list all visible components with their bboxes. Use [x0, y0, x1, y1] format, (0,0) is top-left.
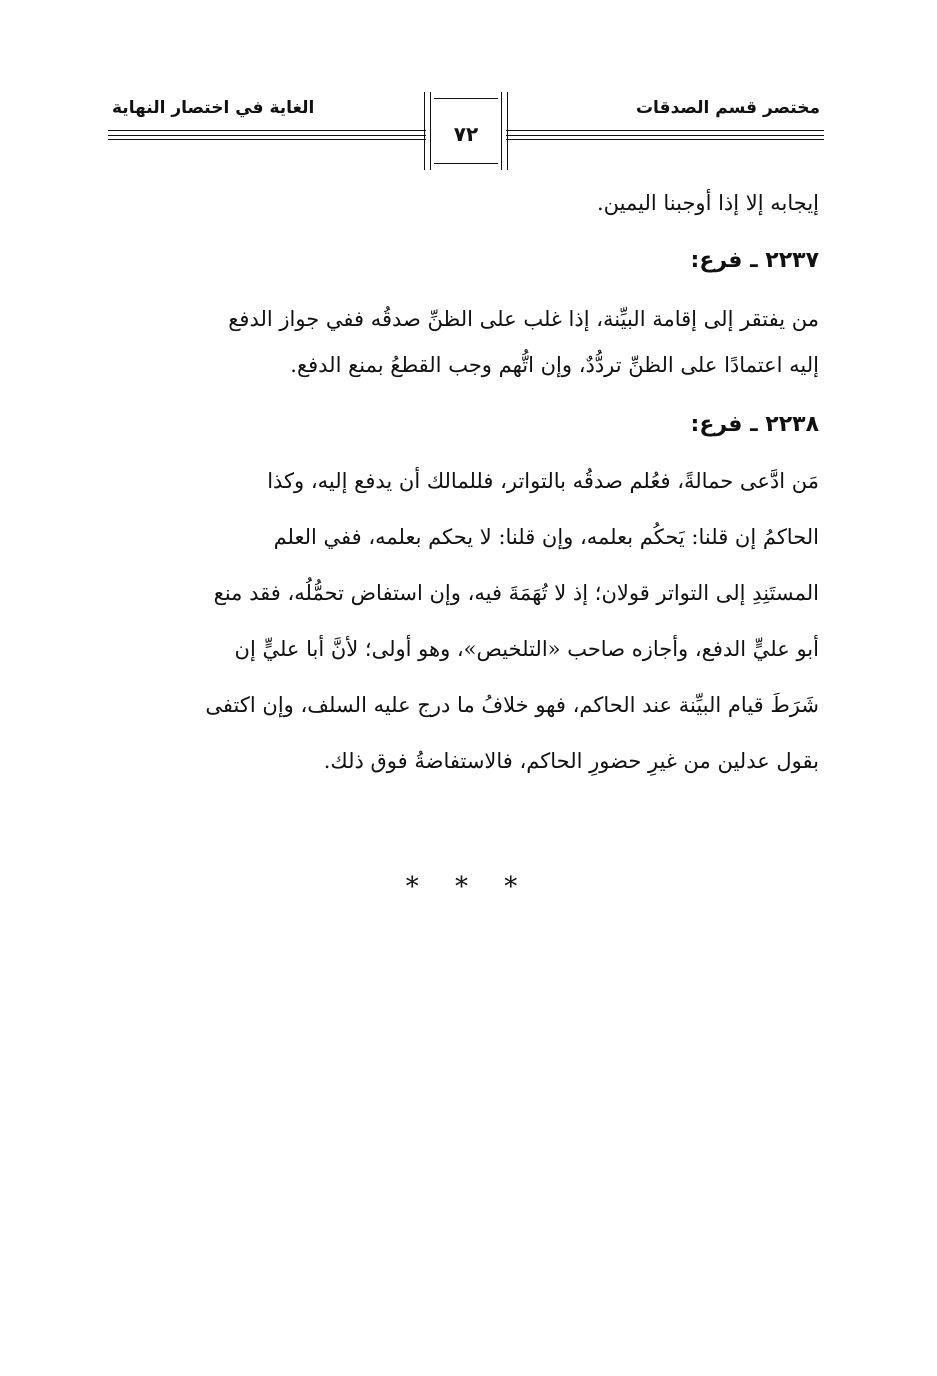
paragraph-line: من يفتقر إلى إقامة البيِّنة، إذا غلب على الظنِّ صدقُه ففي جواز الدفع: [228, 307, 819, 331]
paragraph-line: بقول عدلين من غيرِ حضورِ الحاكم، فالاستفاضةُ فوق ذلك.: [323, 749, 819, 773]
section-heading-2238: ٢٢٣٨ ـ فرع:: [690, 412, 819, 437]
continuation-line: إيجابه إلا إذا أوجبنا اليمين.: [596, 191, 819, 215]
paragraph-line: إليه اعتمادًا على الظنِّ تردُّدٌ، وإن اتُّهم وجب القطعُ بمنع الدفع.: [290, 353, 819, 377]
header-rule-right-bottom: [506, 139, 824, 140]
paragraph-line: الحاكمُ إن قلنا: يَحكُم بعلمه، وإن قلنا: لا يحكم بعلمه، ففي العلم: [273, 525, 819, 549]
section-separator-asterisks: * * *: [405, 872, 532, 902]
paragraph-line: أبو عليٍّ الدفع، وأجازه صاحب «التلخيص»، وهو أولى؛ لأنَّ أبا عليٍّ إن: [234, 637, 819, 661]
running-header: [108, 92, 824, 172]
paragraph-line: شَرَطَ قيام البيِّنة عند الحاكم، فهو خلافُ ما درج عليه السلف، وإن اكتفى: [205, 693, 819, 717]
header-book-title: الغاية في اختصار النهاية: [112, 98, 315, 118]
header-rule-left-bottom: [108, 139, 426, 140]
paragraph-line: المستَنِدِ إلى التواتر قولان؛ إذ لا تُهَمَةَ فيه، وإن استفاض تحمُّلُه، فقد منع: [213, 581, 819, 605]
header-chapter-title: مختصر قسم الصدقات: [635, 98, 820, 118]
page-box-top-line: [434, 98, 498, 99]
paragraph-line: مَن ادَّعى حمالةً، فعُلم صدقُه بالتواتر، فللمالك أن يدفع إليه، وكذا: [267, 469, 819, 493]
header-rule-right-top: [506, 130, 824, 131]
header-rule-left-mid: [108, 135, 426, 136]
header-rule-left-top: [108, 130, 426, 131]
header-rule-right-mid: [506, 135, 824, 136]
main-text: [113, 180, 819, 784]
section-heading-2237: ٢٢٣٧ ـ فرع:: [690, 248, 819, 273]
page-number: ٧٢: [453, 122, 479, 146]
page-box-bottom-line: [434, 163, 498, 164]
page-number-box: [424, 92, 508, 170]
